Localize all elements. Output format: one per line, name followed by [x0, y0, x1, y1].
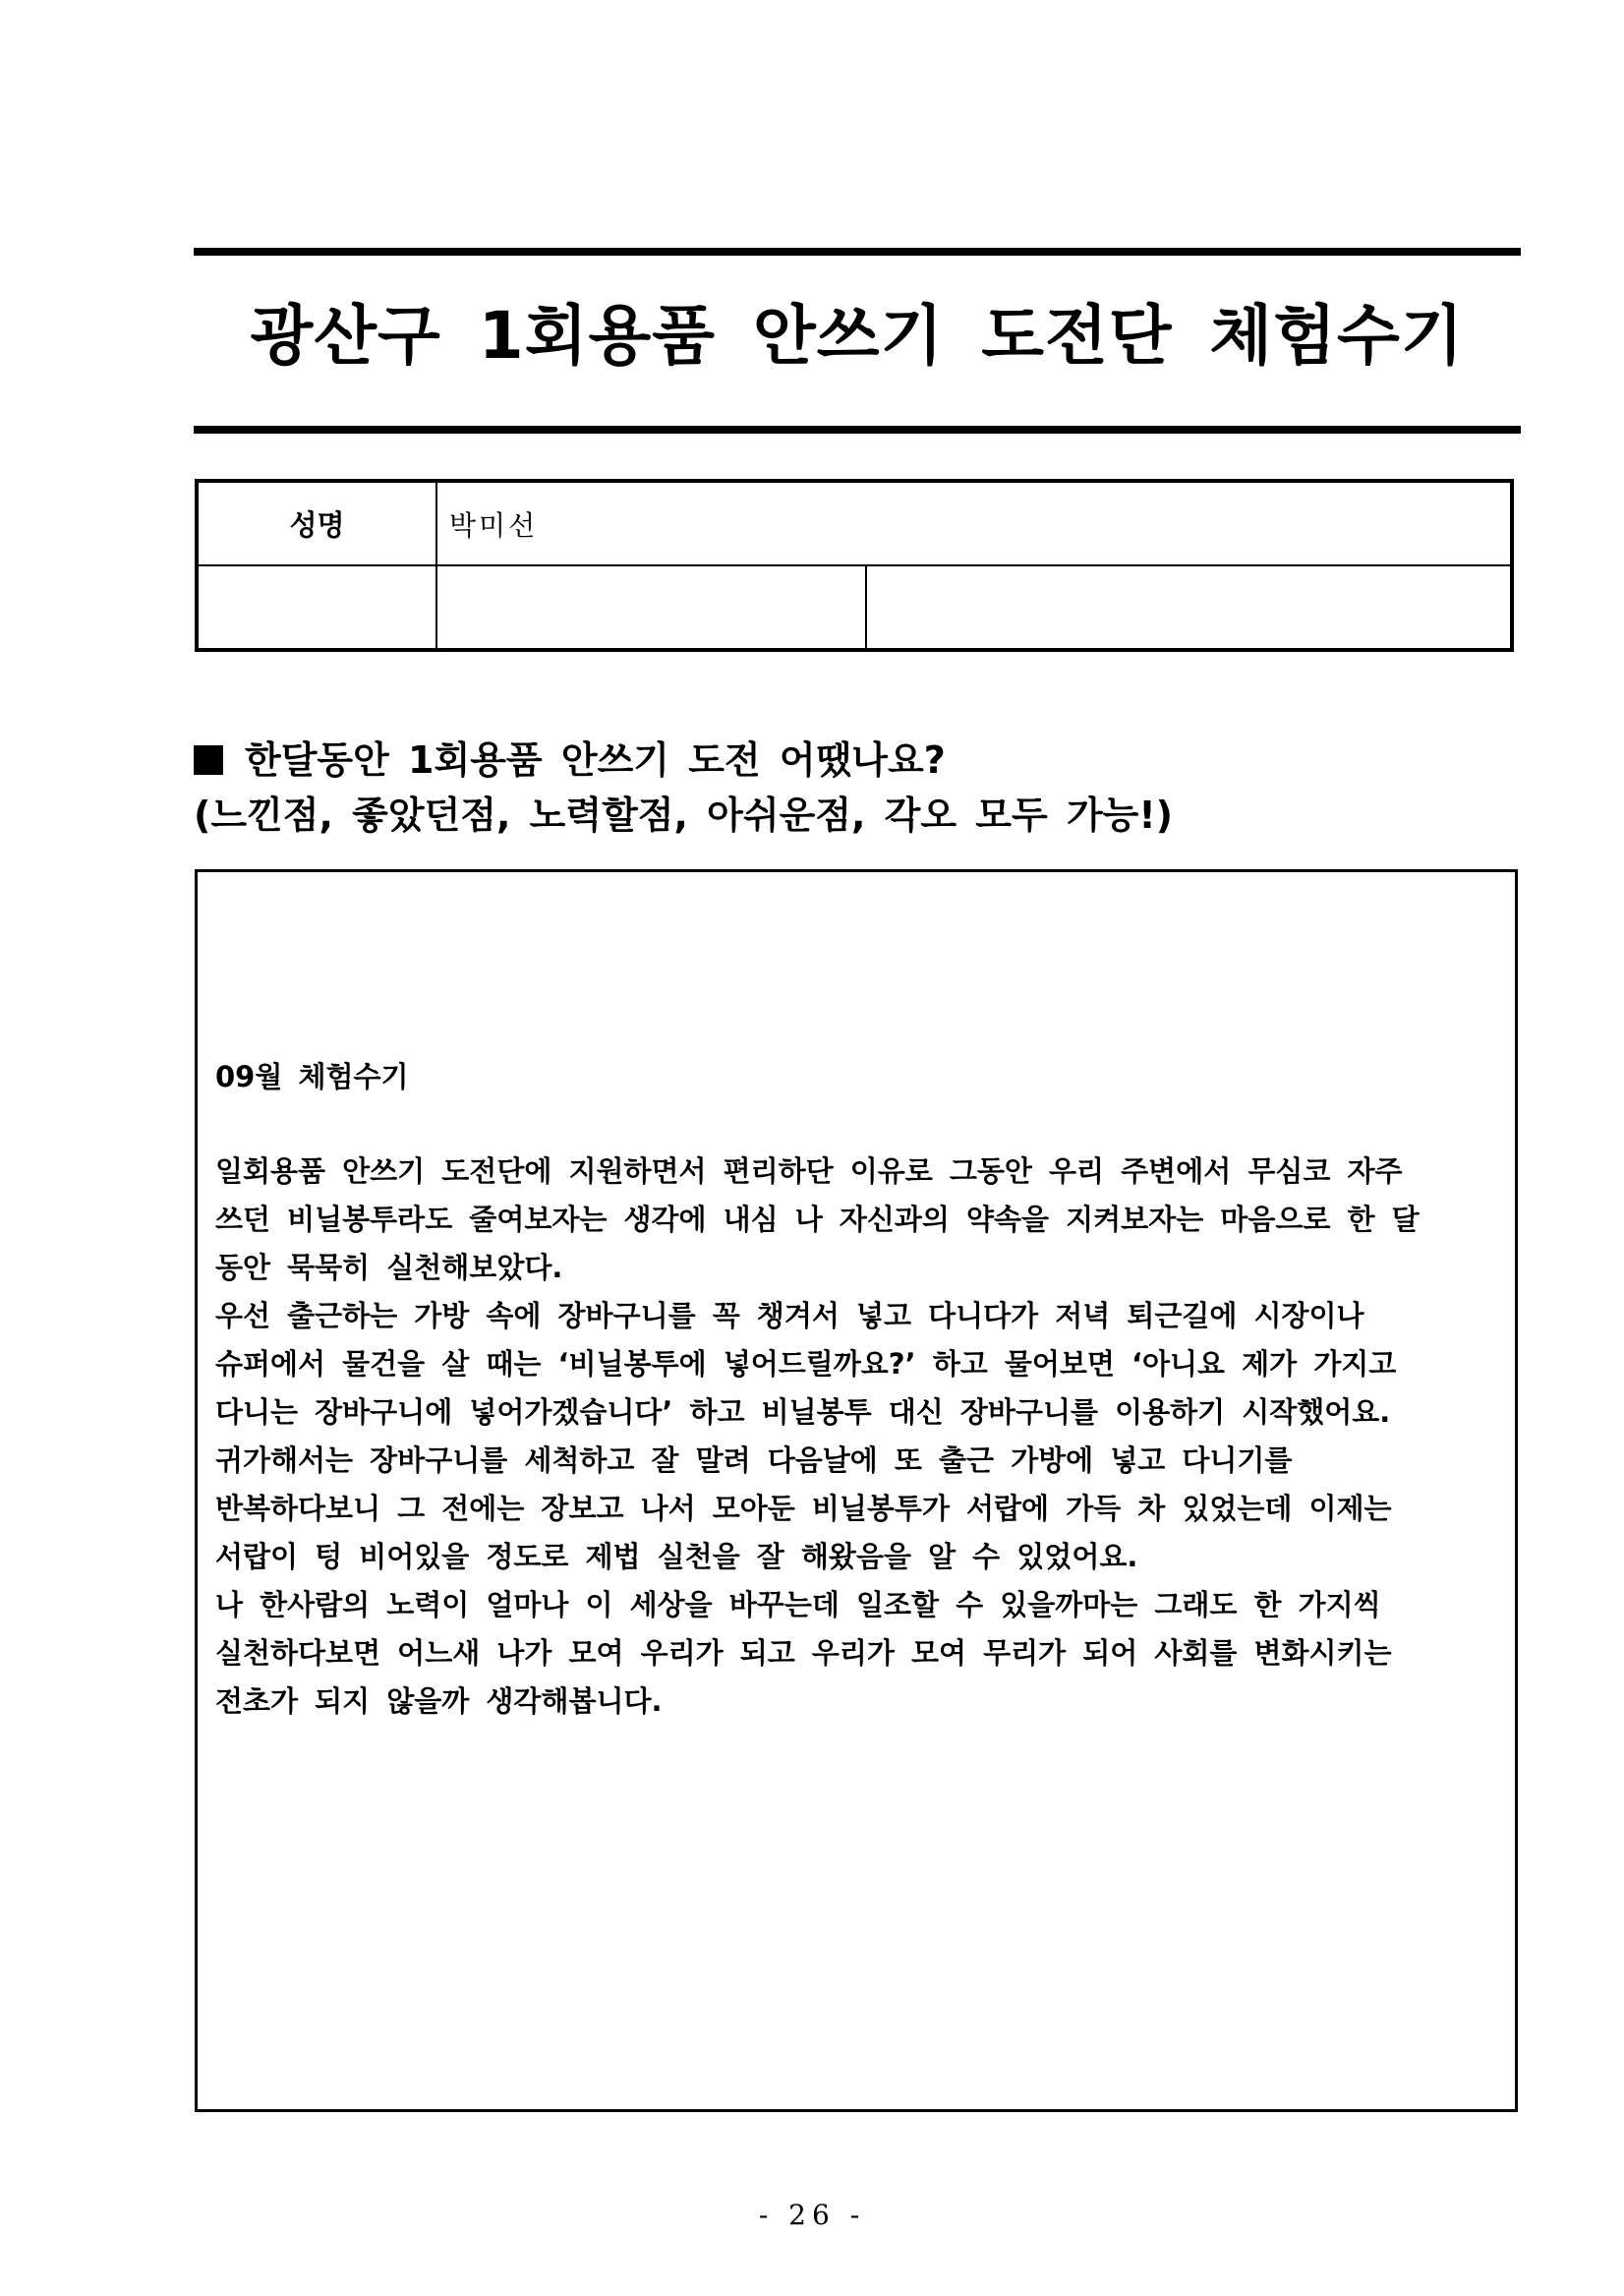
blank-row	[197, 565, 1512, 650]
answer-body	[215, 1148, 1493, 1726]
answer-box	[195, 869, 1518, 2112]
square-bullet-icon	[194, 745, 223, 775]
month-title: 09월 체험수기	[215, 1060, 409, 1093]
answer-line: 일회용품 안쓰기 도전단에 지원하면서 편리하단 이유로 그동안 우리 주변에서 무심코 자주	[215, 1154, 1403, 1188]
answer-line: 귀가해서는 장바구니를 세척하고 잘 말려 다음날에 또 출근 가방에 넣고 다니기를	[215, 1443, 1293, 1477]
answer-line: 슈퍼에서 물건을 살 때는 ‘비닐봉투에 넣어드릴까요?’ 하고 물어보면 ‘아니요 제가 가지고	[215, 1347, 1397, 1381]
answer-line: 전초가 되지 않을까 생각해봅니다.	[215, 1684, 663, 1718]
applicant-info-table	[195, 479, 1514, 652]
question-heading	[194, 733, 1521, 843]
answer-line: 나 한사람의 노력이 얼마나 이 세상을 바꾸는데 일조할 수 있을까마는 그래도 한 가지씩	[215, 1588, 1381, 1621]
answer-line: 우선 출근하는 가방 속에 장바구니를 꼭 챙겨서 넣고 다니다가 저녁 퇴근길에 시장이나	[215, 1299, 1364, 1332]
name-value: 박미선	[436, 481, 1512, 565]
answer-line: 다니는 장바구니에 넣어가겠습니다’ 하고 비닐봉투 대신 장바구니를 이용하기 시작했어요.	[215, 1395, 1391, 1429]
blank-label-cell	[197, 565, 436, 650]
answer-line: 서랍이 텅 비어있을 정도로 제법 실천을 잘 해왔음을 알 수 있었어요.	[215, 1540, 1138, 1573]
title-bottom-rule	[194, 426, 1521, 434]
question-line-1	[194, 733, 1521, 788]
blank-value-cell	[436, 565, 866, 650]
question-text: 한달동안 1회용품 안쓰기 도전 어땠나요?	[245, 738, 946, 782]
answer-line: 실천하다보면 어느새 나가 모여 우리가 되고 우리가 모여 무리가 되어 사회를 변화시키는	[215, 1636, 1392, 1670]
answer-line: 반복하다보니 그 전에는 장보고 나서 모아둔 비닐봉투가 서랍에 가득 차 있었는데 이제는	[215, 1492, 1392, 1525]
blank-extra-cell	[866, 565, 1512, 650]
name-row	[197, 481, 1512, 565]
document-title: 광산구 1회용품 안쓰기 도전단 체험수기	[250, 298, 1465, 374]
page-number: - 26 -	[758, 2199, 866, 2231]
name-label: 성명	[197, 481, 436, 565]
question-line-2: (느낀점, 좋았던점, 노력할점, 아쉬운점, 각오 모두 가능!)	[194, 794, 1174, 837]
title-top-rule	[194, 248, 1521, 256]
answer-line: 쓰던 비닐봉투라도 줄여보자는 생각에 내심 나 자신과의 약속을 지켜보자는 마음으로 한 달	[215, 1203, 1420, 1236]
answer-line: 동안 묵묵히 실천해보았다.	[215, 1251, 563, 1284]
